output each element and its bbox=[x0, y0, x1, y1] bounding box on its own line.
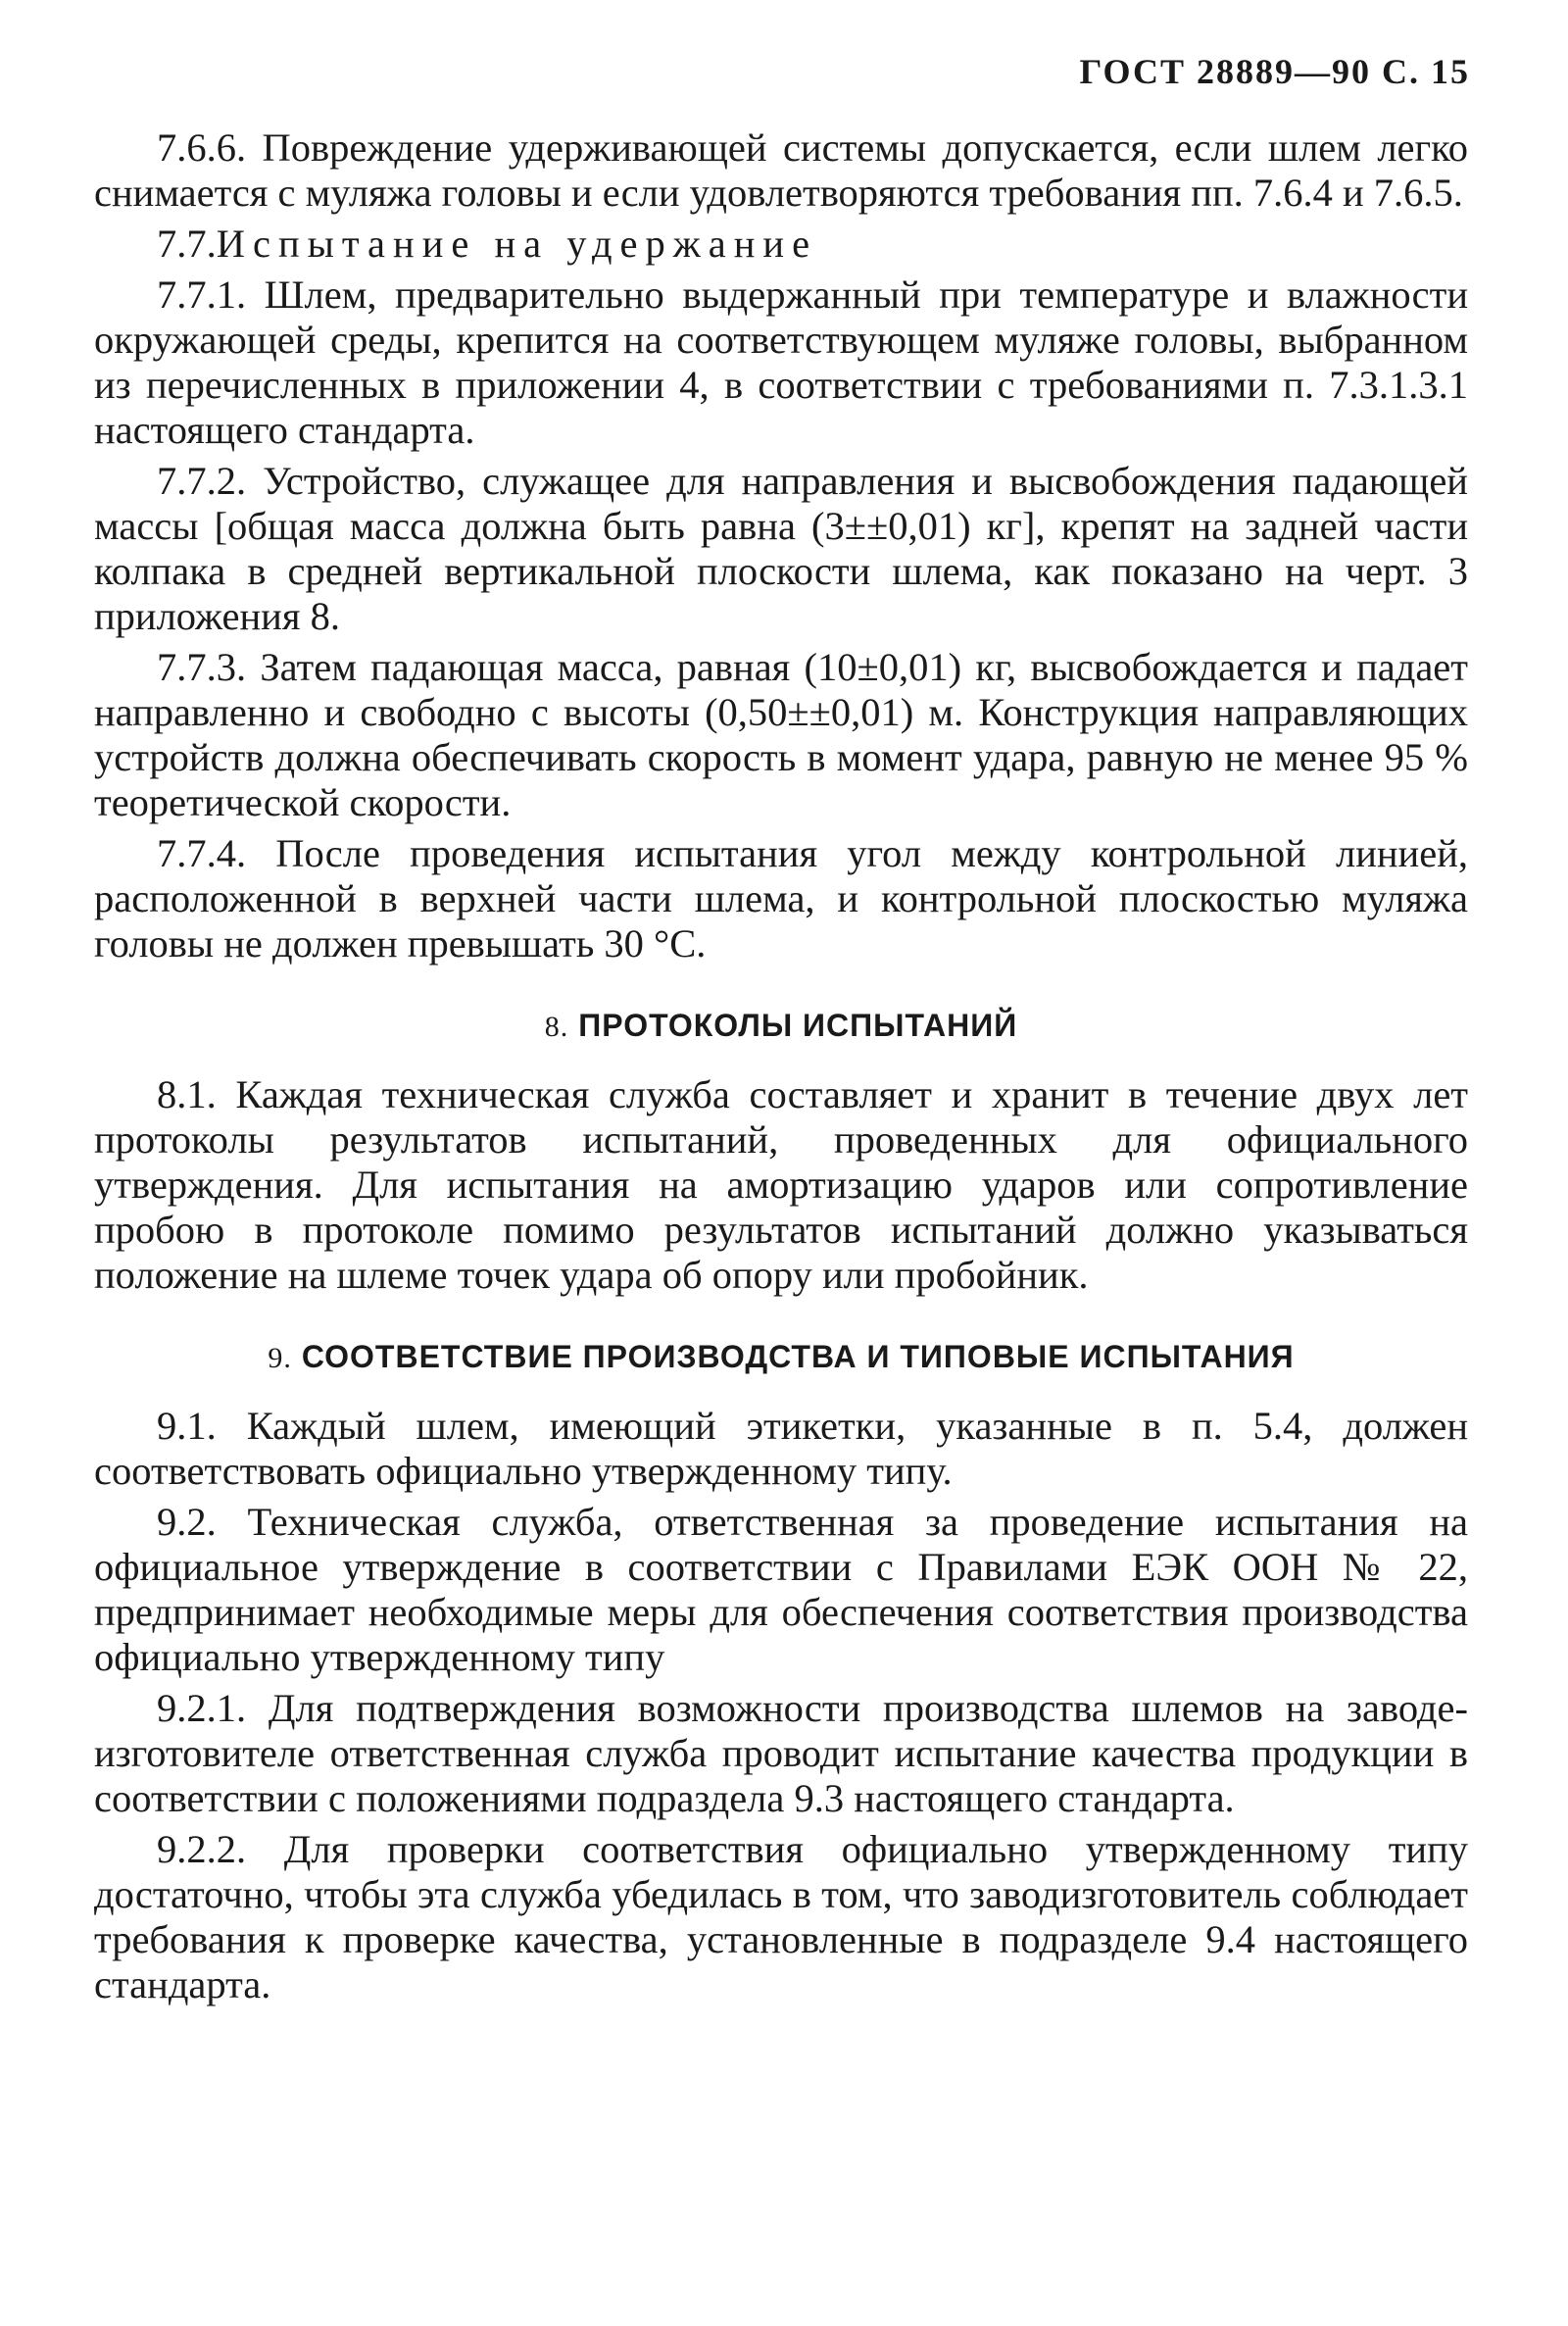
paragraph-7-7-1: 7.7.1. Шлем, предварительно выдержанный при температуре и влажности окружающей среды, крепится на соответствующем муляже головы, выбранном из перечисленных в приложении 4, в соответствии с требованиями п. 7.3.1.3.1 настоящего стандарта. bbox=[94, 272, 1468, 452]
paragraph-9-2-1: 9.2.1. Для подтверждения возможности производства шлемов на заводе-изготовителе ответственная служба проводит испытание качества продукции в соответствии с положениями подраздела 9.3 настоящего стандарта. bbox=[94, 1686, 1468, 1820]
paragraph-7-7-3: 7.7.3. Затем падающая масса, равная (10±0,01) кг, высвобождается и падает направленно и свободно с высоты (0,50±±0,01) м. Конструкция направляющих устройств должна обеспечивать скорость в момент удара, равную не менее 95 % теоретической скорости. bbox=[94, 645, 1468, 824]
paragraph-7-7-2: 7.7.2. Устройство, служащее для направления и высвобождения падающей массы [общая масса должна быть равна (3±±0,01) кг], крепят на задней части колпака в средней вертикальной плоскости шлема, как показано на черт. 3 приложения 8. bbox=[94, 459, 1468, 638]
subsection-title: Испытание на удержание bbox=[216, 222, 818, 266]
section-title: ПРОТОКОЛЫ ИСПЫТАНИЙ bbox=[578, 1008, 1018, 1043]
section-title: СООТВЕТСТВИЕ ПРОИЗВОДСТВА И ТИПОВЫЕ ИСПЫТАНИЯ bbox=[301, 1339, 1295, 1374]
paragraph-9-2: 9.2. Техническая служба, ответственная за проведение испытания на официальное утверждение в соответствии с Правилами ЕЭК ООН № 22, предпринимает необходимые меры для обеспечения соответствия производства официально утвержденному типу bbox=[94, 1500, 1468, 1679]
document-body bbox=[94, 125, 1468, 2013]
paragraph-9-1: 9.1. Каждый шлем, имеющий этикетки, указанные в п. 5.4, должен соответствовать официально утвержденному типу. bbox=[94, 1404, 1468, 1493]
paragraph-9-2-2: 9.2.2. Для проверки соответствия официально утвержденному типу достаточно, чтобы эта служба убедилась в том, что заводизготовитель соблюдает требования к проверке качества, установленные в подразделе 9.4 настоящего стандарта. bbox=[94, 1827, 1468, 2006]
paragraph-7-6-6: 7.6.6. Повреждение удерживающей системы допускается, если шлем легко снимается с муляжа головы и если удовлетворяются требования пп. 7.6.4 и 7.6.5. bbox=[94, 125, 1468, 215]
subsection-heading-7-7 bbox=[94, 222, 1468, 267]
running-header: ГОСТ 28889—90 С. 15 bbox=[1079, 52, 1470, 91]
section-heading-9 bbox=[94, 1337, 1468, 1378]
subsection-number: 7.7. bbox=[157, 222, 217, 266]
section-heading-8 bbox=[94, 1006, 1468, 1047]
paragraph-7-7-4: 7.7.4. После проведения испытания угол между контрольной линией, расположенной в верхней части шлема, и контрольной плоскостью муляжа головы не должен превышать 30 °С. bbox=[94, 831, 1468, 965]
section-number: 9. bbox=[268, 1342, 292, 1374]
paragraph-8-1: 8.1. Каждая техническая служба составляет и хранит в течение двух лет протоколы результатов испытаний, проведенных для официального утверждения. Для испытания на амортизацию ударов или сопротивление пробою в протоколе помимо результатов испытаний должно указываться положение на шлеме точек удара об опору или пробойник. bbox=[94, 1072, 1468, 1297]
section-number: 8. bbox=[544, 1011, 569, 1043]
